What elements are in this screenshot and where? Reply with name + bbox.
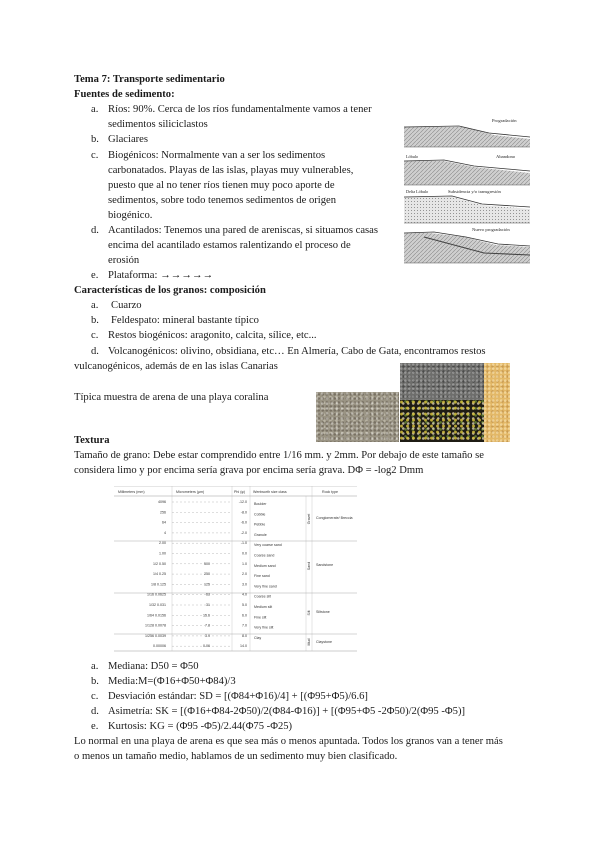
table-rock-type: Sandstone — [316, 563, 334, 567]
panel-label: Nuevo progradación — [472, 227, 510, 232]
table-cell-phi: 1.0 — [242, 561, 247, 566]
section-heading-fuentes: Fuentes de sedimento: — [74, 89, 175, 100]
section-heading-textura: Textura — [74, 435, 110, 446]
table-cell-class: Fine silt — [254, 615, 267, 620]
closing-paragraph-line: o menos un tamaño medio, hablamos de un sedimento muy bien clasificado. — [74, 751, 398, 762]
table-cell-mm: 256 — [160, 510, 166, 515]
table-cell-um: 500 — [204, 561, 210, 566]
list-item-text: Cuarzo — [111, 300, 142, 311]
table-cell-um: 125 — [204, 582, 210, 587]
table-cell-mm: 4096 — [158, 500, 166, 504]
list-item-text: Feldespato: mineral bastante típico — [111, 315, 259, 326]
table-cell-class: Very fine silt — [254, 625, 274, 630]
list-marker: c. — [91, 691, 99, 702]
table-cell-phi: 6.0 — [242, 613, 247, 618]
table-cell-mm: 1/2 0.50 — [153, 561, 166, 566]
list-item-text: Media:M=(Φ16+Φ50+Φ84)/3 — [108, 676, 236, 687]
table-group-label: Sand — [307, 561, 311, 571]
table-group-label: Mud — [307, 638, 311, 646]
list-item-text: Desviación estándar: SD = [(Φ84+Φ16)/4] + [(Φ95+Φ5)/6.6] — [108, 691, 368, 702]
table-group-label: Gravel — [307, 513, 311, 525]
table-cell-um: 250 — [204, 572, 210, 577]
table-cell-phi: -2.0 — [240, 530, 247, 535]
panel-label: Abandono — [496, 154, 516, 159]
table-cell-phi: 5.0 — [242, 603, 247, 607]
table-header: Millimeters (mm) — [118, 490, 145, 494]
table-cell-class: Medium sand — [254, 563, 276, 568]
table-rock-type: Conglomerate/ Breccia — [316, 516, 353, 520]
panel-subsidencia — [404, 189, 530, 223]
list-item-text: Ríos: 90%. Cerca de los ríos fundamentalmente vamos a tener — [108, 104, 372, 115]
table-cell-um: 31 — [206, 603, 210, 607]
table-cell-class: Coarse silt — [254, 594, 271, 599]
list-item-text: Kurtosis: KG = (Φ95 -Φ5)/2.44(Φ75 -Φ25) — [108, 721, 293, 732]
list-item-text: Acantilados: Tenemos una pared de areniscas, si situamos casas — [108, 225, 379, 236]
table-cell-class: Pebble — [254, 522, 266, 527]
list-item-text: Glaciares — [108, 134, 148, 145]
table-header: Micrometers (µm) — [176, 490, 205, 494]
table-cell-mm: 4 — [164, 530, 166, 535]
closing-paragraph-line: Lo normal en una playa de arena es que sea más o menos apuntada. Todos los granos van a tener más — [74, 736, 503, 747]
table-cell-mm: 2.00 — [159, 541, 166, 546]
table-cell-mm: 1/64 0.0156 — [147, 613, 166, 618]
section-heading-composicion: Características de los granos: composición — [74, 285, 266, 296]
list-marker: c. — [91, 330, 99, 341]
list-marker: b. — [91, 134, 99, 145]
table-cell-mm: 1/128 0.0078 — [145, 623, 166, 628]
table-group-label: Silt — [307, 610, 311, 616]
list-marker: a. — [91, 300, 99, 311]
table-cell-class: Clay — [254, 635, 262, 640]
list-item-text: erosión — [108, 255, 140, 266]
table-header: Rock type — [322, 490, 338, 494]
table-cell-mm: 0.00006 — [153, 644, 166, 649]
table-cell-phi: 0.0 — [242, 551, 247, 556]
table-cell-class: Fine sand — [254, 574, 270, 579]
table-cell-mm: 1/256 0.0039 — [145, 633, 166, 638]
table-rock-type: Claystone — [316, 640, 332, 644]
list-marker: e. — [91, 270, 99, 281]
table-cell-um: 63 — [206, 592, 210, 597]
list-marker: b. — [91, 676, 99, 687]
list-item-text: sedimentos siliciclastos — [108, 119, 208, 130]
table-cell-class: Very coarse sand — [254, 543, 282, 548]
panel-label: Progradación — [492, 118, 517, 123]
table-cell-class: Granule — [254, 532, 267, 537]
textura-paragraph-line: considera limo y por encima sería grava por encima sería grava. DΦ = -log2 Dmm — [74, 465, 424, 476]
table-cell-class: Boulder — [254, 502, 267, 506]
table-cell-phi: -12.0 — [238, 500, 247, 504]
table-cell-mm: 1/16 0.0625 — [147, 592, 166, 597]
table-header: Phi (φ) — [234, 490, 245, 494]
list-marker: d. — [91, 706, 99, 717]
table-cell-mm: 64 — [162, 520, 166, 525]
table-cell-phi: 14.0 — [240, 644, 247, 649]
panel-nuevo-progradacion — [404, 227, 530, 263]
list-marker: a. — [91, 661, 99, 672]
table-cell-phi: -8.0 — [240, 510, 247, 515]
list-marker: e. — [91, 721, 99, 732]
list-item-text: sedimentos, sobre todo tenemos sedimentos de origen — [108, 195, 337, 206]
list-item-text: Plataforma: →→→→→ — [108, 270, 214, 281]
table-cell-mm: 1/4 0.25 — [153, 572, 166, 577]
table-cell-phi: 8.0 — [242, 633, 247, 638]
sand-photo-coral — [316, 392, 399, 442]
list-item-text: Mediana: D50 = Φ50 — [108, 661, 199, 672]
list-marker: b. — [91, 315, 99, 326]
table-cell-mm: 1.00 — [159, 551, 166, 556]
table-cell-class: Coarse sand — [254, 553, 275, 558]
list-item-text: Volcanogénicos: olivino, obsidiana, etc… En Almería, Cabo de Gata, encontramos restos — [108, 346, 486, 357]
sand-photo-volcanic — [400, 400, 484, 442]
list-item-text: biogénico. — [108, 210, 153, 221]
table-cell-phi: 4.0 — [242, 592, 247, 597]
sand-photo-golden — [484, 363, 510, 442]
list-marker: d. — [91, 346, 99, 357]
list-item-text: carbonatados. Playas de las islas, playas muy vulnerables, — [108, 165, 354, 176]
list-item-text: encima del acantilado estamos ralentizando el proceso de — [108, 240, 351, 251]
list-item-text: puesto que al no tener ríos tienen muy poco aporte de — [108, 180, 335, 191]
table-cell-class: Very fine sand — [254, 584, 277, 589]
table-cell-um: 7.8 — [205, 623, 210, 628]
list-item-text: vulcanogénicos, además de en las islas Canarias — [74, 361, 278, 372]
grain-size-scale-table — [114, 486, 357, 652]
table-cell-um: 3.9 — [205, 633, 210, 638]
table-cell-class: Cobble — [254, 512, 266, 517]
table-cell-phi: 2.0 — [242, 572, 247, 577]
list-item-text: Asimetría: SK = [(Φ16+Φ84-2Φ50)/2(Φ84-Φ16)] + [(Φ95+Φ5 -2Φ50)/2(Φ95 -Φ5)] — [108, 706, 465, 717]
table-cell-phi: 7.0 — [242, 623, 247, 628]
table-cell-phi: -6.0 — [240, 520, 247, 525]
table-cell-um: 15.6 — [203, 613, 210, 618]
panel-progradacion — [404, 118, 530, 147]
table-header: Wentworth size class — [253, 490, 287, 494]
table-cell-mm: 1/8 0.125 — [151, 582, 166, 587]
panel-abandono — [404, 154, 530, 185]
list-marker: d. — [91, 225, 99, 236]
sand-photo-grey — [400, 363, 484, 400]
table-cell-class: Medium silt — [254, 605, 273, 609]
table-cell-phi: -1.0 — [240, 541, 247, 546]
panel-sublabel: Lóbulo — [406, 154, 419, 159]
panel-label: Subsidencia y/o transgresión — [448, 189, 501, 194]
panel-sublabel: Delta Lóbulo — [406, 189, 429, 194]
delta-progradation-diagram — [404, 113, 530, 266]
table-cell-phi: 3.0 — [242, 582, 247, 587]
table-rock-type: Siltstone — [316, 610, 330, 614]
table-cell-um: 0.06 — [203, 644, 210, 649]
table-cell-mm: 1/32 0.031 — [149, 603, 166, 607]
page-title: Tema 7: Transporte sedimentario — [74, 74, 225, 85]
list-item-text: Restos biogénicos: aragonito, calcita, sílice, etc... — [108, 330, 317, 341]
list-marker: c. — [91, 150, 99, 161]
sand-sample-caption: Típica muestra de arena de una playa coralina — [74, 392, 269, 403]
textura-paragraph-line: Tamaño de grano: Debe estar comprendido entre 1/16 mm. y 2mm. Por debajo de este tamaño se — [74, 450, 484, 461]
list-item-text: Biogénicos: Normalmente van a ser los sedimentos — [108, 150, 326, 161]
list-marker: a. — [91, 104, 99, 115]
